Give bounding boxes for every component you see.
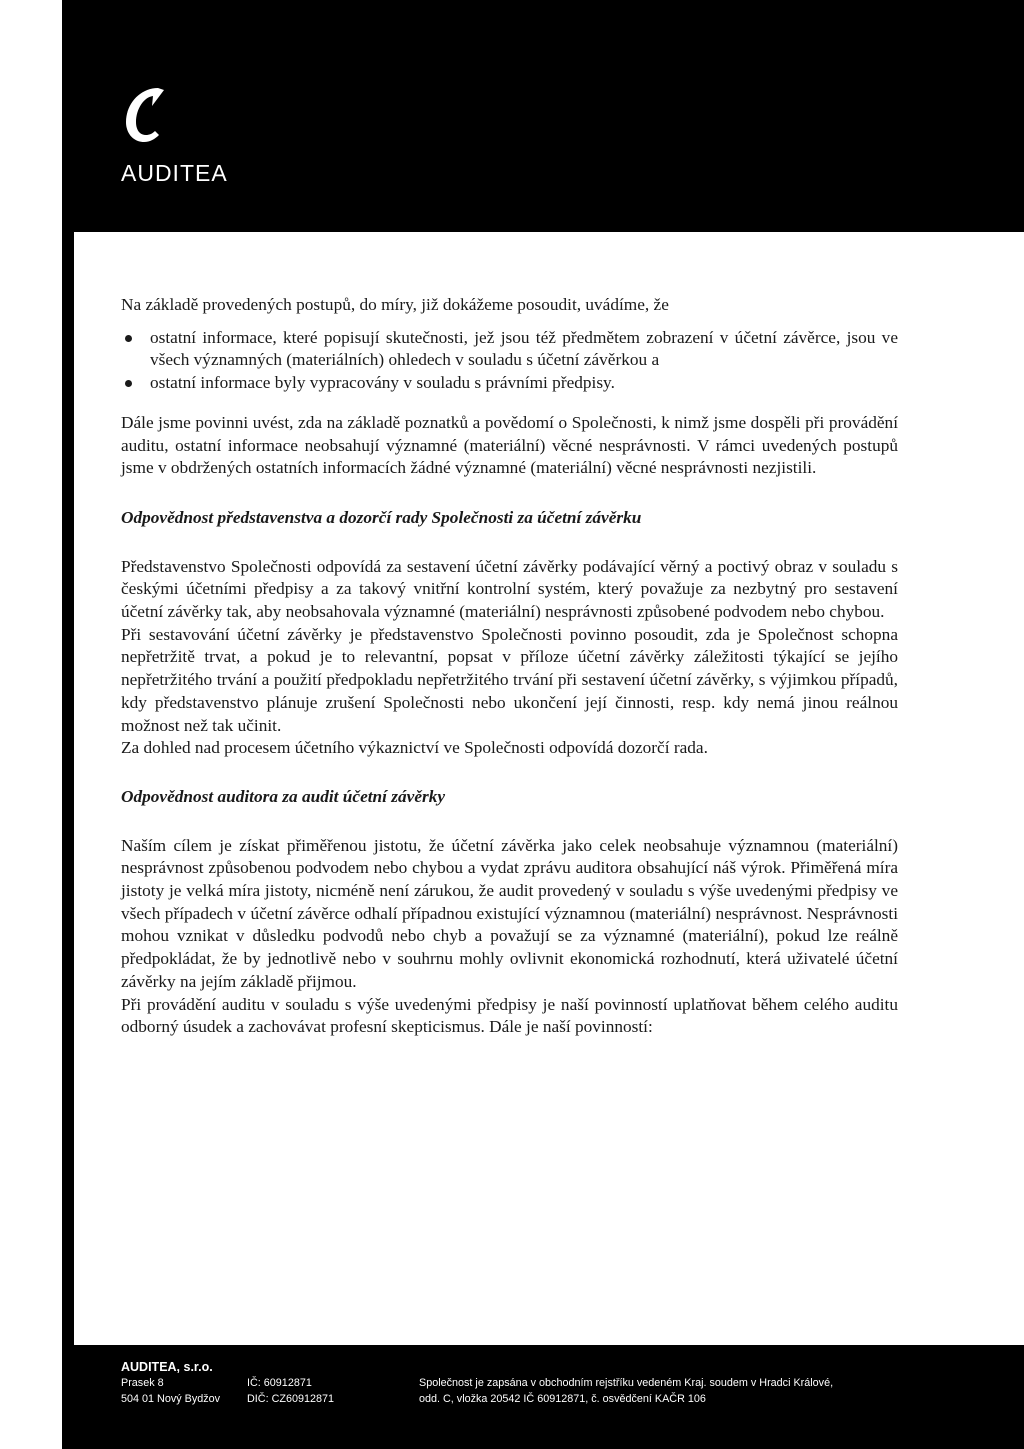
brand-name: AUDITEA [121,160,228,186]
board-paragraph-1: Představenstvo Společnosti odpovídá za sestavení účetní závěrky podávající věrný a poctivý obraz v souladu s českými účetními předpisy a za takový vnitřní kontrolní systém, který považuje za nezbytný pro sestavení účetní závěrky tak, aby neobsahovala významné (materiální) nesprávnosti způsobené podvodem nebo chybou. [121,556,898,622]
footer-company-name: AUDITEA, s.r.o. [121,1360,213,1374]
footer-city: 504 01 Nový Bydžov [121,1393,221,1405]
list-item: ostatní informace, které popisují skutečnosti, jež jsou též předmětem zobrazení v účetní závěrce, jsou ve všech významných (materiálních) ohledech v souladu s účetní závěrkou a [121,327,898,372]
findings-list [121,327,898,395]
footer-dic: DIČ: CZ60912871 [247,1393,335,1405]
board-paragraph-2: Při sestavování účetní závěrky je představenstvo Společnosti povinno posoudit, zda je Společnost schopna nepřetržitě trvat, a pokud je to relevantní, popsat v příloze účetní závěrky záležitosti týkající se jejího nepřetržitého trvání a použití předpokladu nepřetržitého trvání při sestavení účetní závěrky, s výjimkou případů, kdy představenstvo plánuje zrušení Společnosti nebo ukončení její činnosti, resp. kdy nemá jinou reálnou možnost než tak učinit. [121,624,898,735]
intro-text: Na základě provedených postupů, do míry, již dokážeme posoudit, uvádíme, že [121,295,669,314]
left-rule [62,0,74,1449]
footer-street: Prasek 8 [121,1377,164,1389]
document-body [121,294,898,1039]
page-margin [0,0,62,1449]
letterhead-header [74,0,1024,232]
footer-ic: IČ: 60912871 [247,1377,312,1389]
footer-registry-line-2: odd. C, vložka 20542 IČ 60912871, č. osvědčení KAČR 106 [419,1393,706,1405]
board-responsibility-heading: Odpovědnost představenstva a dozorčí rady Společnosti za účetní závěrku [121,507,642,527]
list-item: ostatní informace byly vypracovány v souladu s právními předpisy. [121,372,898,395]
auditea-c-logo-icon [122,82,170,146]
auditor-paragraph-2: Při provádění auditu v souladu s výše uvedenými předpisy je naší povinností uplatňovat během celého auditu odborný úsudek a zachovávat profesní skepticismus. Dále je naší povinností: [121,994,898,1037]
bullet-icon [125,380,132,387]
board-paragraph-3: Za dohled nad procesem účetního výkaznictví ve Společnosti odpovídá dozorčí rada. [121,738,708,758]
auditor-paragraph-1: Naším cílem je získat přiměřenou jistotu, že účetní závěrka jako celek neobsahuje významnou (materiální) nesprávnost způsobenou podvodem nebo chybou a vydat zprávu auditora obsahující náš výrok. Přiměřená míra jistoty je velká míra jistoty, nicméně není zárukou, že audit provedený v souladu s výše uvedenými předpisy ve všech případech v účetní závěrce odhalí případnou existující významnou (materiální) nesprávnost. Nesprávnosti mohou vznikat v důsledku podvodů nebo chyb a považují se za významné (materiální), pokud lze reálně předpokládat, že by jednotlivě nebo v souhrnu mohly ovlivnit ekonomická rozhodnutí, která uživatelé účetní závěrky na jejím základě přijmou. [121,835,898,991]
misstatements-paragraph: Dále jsme povinni uvést, zda na základě poznatků a povědomí o Společnosti, k nimž jsme dospěli při provádění auditu, ostatní informace neobsahují významné (materiální) věcné nesprávnosti. V rámci uvedených postupů jsme v obdržených ostatních informacích žádné významné (materiální) věcné nesprávnosti nezjistili. [121,412,898,478]
bullet-icon [125,335,132,342]
footer-registry-line-1: Společnost je zapsána v obchodním rejstříku vedeném Kraj. soudem v Hradci Králové, [419,1377,834,1389]
auditor-responsibility-heading: Odpovědnost auditora za audit účetní závěrky [121,786,446,806]
